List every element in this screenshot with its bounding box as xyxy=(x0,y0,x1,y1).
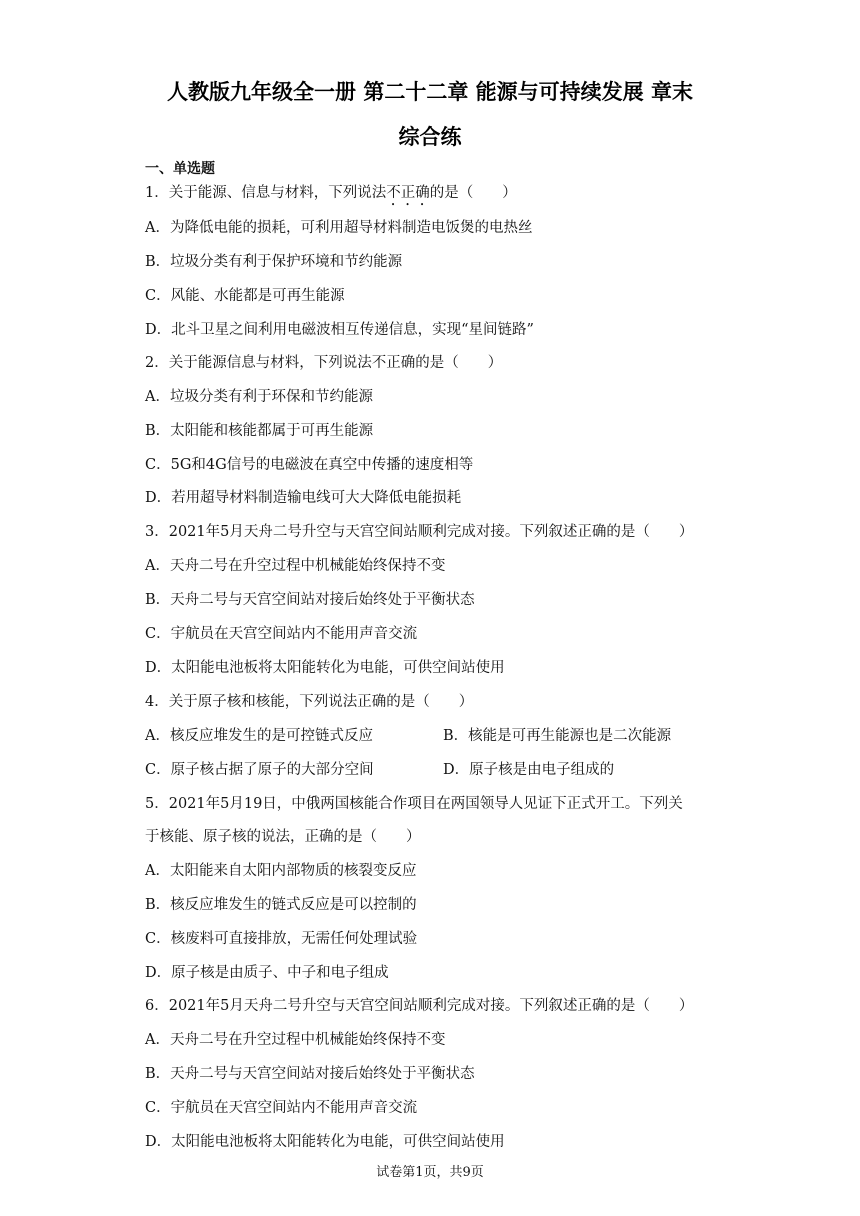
question-2-option-a: A．垃圾分类有利于环保和节约能源 xyxy=(145,389,373,405)
question-3-stem: 3．2021年5月天舟二号升空与天宫空间站顺利完成对接。下列叙述正确的是（ ） xyxy=(145,524,694,540)
question-2-option-c: C．5G和4G信号的电磁波在真空中传播的速度相等 xyxy=(145,457,474,473)
question-4-option-d: D．原子核是由电子组成的 xyxy=(443,762,615,778)
section-heading: 一、单选题 xyxy=(145,161,215,177)
question-6-option-d: D．太阳能电池板将太阳能转化为电能，可供空间站使用 xyxy=(145,1134,505,1150)
question-5-option-c: C．核废料可直接排放，无需任何处理试验 xyxy=(145,931,418,947)
question-4-option-c: C．原子核占据了原子的大部分空间 xyxy=(145,762,374,778)
document-title-line2: 综合练 xyxy=(398,125,462,149)
question-6-stem: 6．2021年5月天舟二号升空与天宫空间站顺利完成对接。下列叙述正确的是（ ） xyxy=(145,998,694,1014)
document-title-line1: 人教版九年级全一册 第二十二章 能源与可持续发展 章末 xyxy=(167,80,693,104)
question-1-option-d: D．北斗卫星之间利用电磁波相互传递信息，实现“星间链路” xyxy=(145,322,534,338)
question-4-option-b: B．核能是可再生能源也是二次能源 xyxy=(443,728,672,744)
question-5-stem-line1: 5．2021年5月19日，中俄两国核能合作项目在两国领导人见证下正式开工。下列关 xyxy=(145,796,683,812)
question-1-option-b: B．垃圾分类有利于保护环境和节约能源 xyxy=(145,254,403,270)
question-4-option-a: A．核反应堆发生的是可控链式反应 xyxy=(145,728,373,744)
question-2-stem: 2．关于能源信息与材料，下列说法不正确的是（ ） xyxy=(145,355,503,371)
question-2-option-d: D．若用超导材料制造输电线可大大降低电能损耗 xyxy=(145,490,462,506)
question-5-option-b: B．核反应堆发生的链式反应是可以控制的 xyxy=(145,897,417,913)
question-3-option-d: D．太阳能电池板将太阳能转化为电能，可供空间站使用 xyxy=(145,660,505,676)
page-footer: 试卷第1页，共9页 xyxy=(376,1165,484,1180)
question-5-stem-line2: 于核能、原子核的说法，正确的是（ ） xyxy=(145,829,421,845)
question-6-option-b: B．天舟二号与天宫空间站对接后始终处于平衡状态 xyxy=(145,1066,475,1082)
question-5-option-d: D．原子核是由质子、中子和电子组成 xyxy=(145,965,389,981)
question-3-option-a: A．天舟二号在升空过程中机械能始终保持不变 xyxy=(145,558,446,574)
question-1-option-c: C．风能、水能都是可再生能源 xyxy=(145,288,345,304)
question-6-option-a: A．天舟二号在升空过程中机械能始终保持不变 xyxy=(145,1032,446,1048)
question-2-option-b: B．太阳能和核能都属于可再生能源 xyxy=(145,423,374,439)
question-4-stem: 4．关于原子核和核能，下列说法正确的是（ ） xyxy=(145,694,474,710)
question-3-option-c: C．宇航员在天宫空间站内不能用声音交流 xyxy=(145,626,418,642)
question-3-option-b: B．天舟二号与天宫空间站对接后始终处于平衡状态 xyxy=(145,592,475,608)
question-1-stem: 1．关于能源、信息与材料，下列说法不正确的是（ ） xyxy=(145,185,517,201)
question-6-option-c: C．宇航员在天宫空间站内不能用声音交流 xyxy=(145,1100,418,1116)
question-5-option-a: A．太阳能来自太阳内部物质的核裂变反应 xyxy=(145,863,417,879)
question-1-option-a: A．为降低电能的损耗，可利用超导材料制造电饭煲的电热丝 xyxy=(145,220,533,236)
